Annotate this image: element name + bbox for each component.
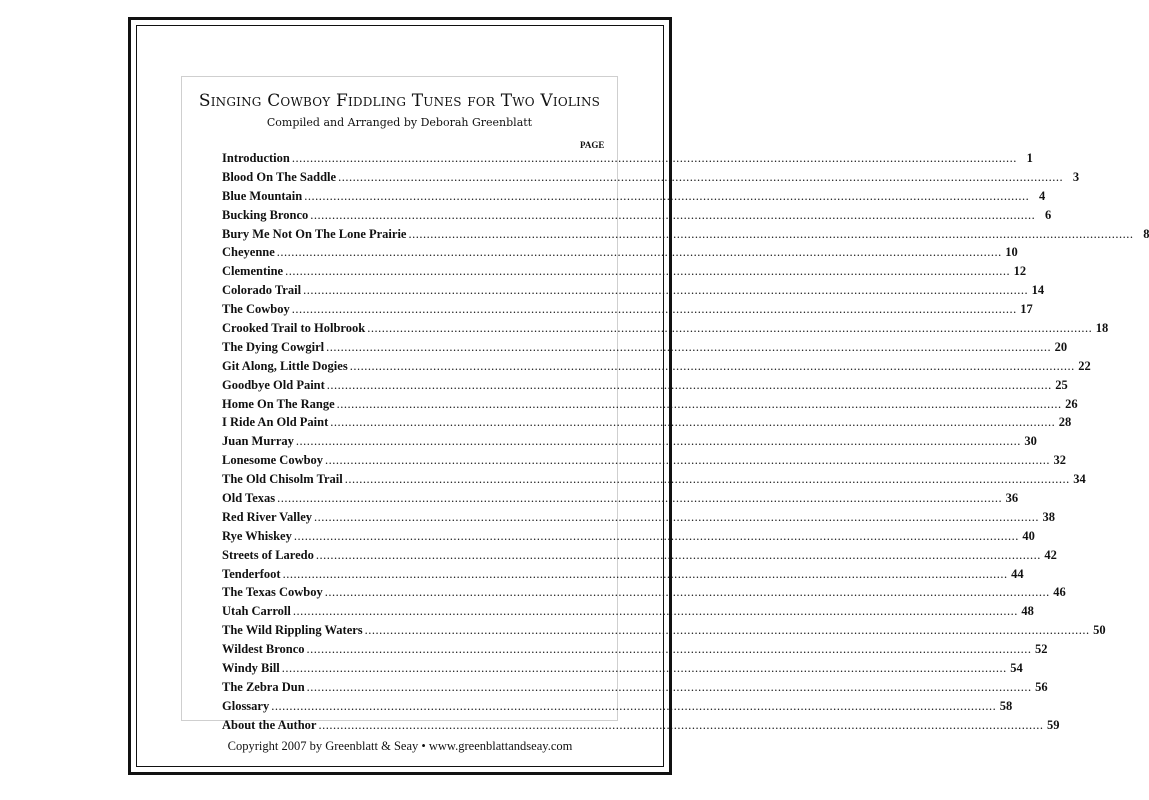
toc-entry-title: The Dying Cowgirl bbox=[222, 339, 325, 354]
toc-entry bbox=[222, 566, 1024, 586]
toc-entry-title: Rye Whiskey bbox=[222, 528, 292, 543]
toc-dot-leader: ........................................................................................................................................................................................................ bbox=[271, 698, 997, 713]
toc-dot-leader: ........................................................................................................................................................................................................ bbox=[336, 396, 1062, 411]
toc-entry-page: 30 bbox=[1024, 434, 1037, 449]
toc-entry bbox=[222, 528, 1035, 548]
toc-entry-title: Introduction bbox=[222, 151, 290, 165]
toc-entry bbox=[222, 491, 1019, 510]
toc-dot-leader: ........................................................................................................................................................................................................ bbox=[304, 188, 1030, 203]
toc-entry-page: 4 bbox=[1038, 188, 1046, 203]
toc-entry-page: 10 bbox=[1005, 245, 1018, 260]
book-title: Singing Cowboy Fiddling Tunes for Two Violins bbox=[198, 91, 601, 111]
toc-entry bbox=[222, 434, 1037, 453]
toc-entry-page: 54 bbox=[1010, 661, 1023, 676]
toc-entry-page: 36 bbox=[1005, 491, 1019, 506]
toc-dot-leader: ........................................................................................................................................................................................................ bbox=[364, 623, 1090, 638]
toc-entry-title: Tenderfoot bbox=[222, 566, 281, 581]
toc-entry-page: 3 bbox=[1072, 169, 1080, 184]
toc-dot-leader: ........................................................................................................................................................................................................ bbox=[291, 151, 1017, 165]
toc-dot-leader: ........................................................................................................................................................................................................ bbox=[277, 491, 1003, 506]
toc-entry bbox=[222, 188, 1046, 208]
toc-entry-title: Home On The Range bbox=[222, 396, 335, 411]
toc-entry-title: Blue Mountain bbox=[222, 188, 303, 203]
toc-dot-leader: ........................................................................................................................................................................................................ bbox=[295, 434, 1021, 449]
toc-entry-page: 44 bbox=[1011, 566, 1024, 581]
toc-entry-page: 17 bbox=[1020, 302, 1033, 317]
toc-dot-leader: ........................................................................................................................................................................................................ bbox=[291, 302, 1017, 317]
toc-entry-page: 46 bbox=[1053, 585, 1066, 600]
toc-entry-title: Streets of Laredo bbox=[222, 547, 314, 562]
toc-entry-page: 34 bbox=[1073, 472, 1086, 487]
toc-entry bbox=[222, 453, 1067, 472]
toc-entry-title: I Ride An Old Paint bbox=[222, 415, 329, 430]
toc-entry-title: Crooked Trail to Holbrook bbox=[222, 321, 366, 336]
page-column-header: PAGE bbox=[580, 140, 605, 150]
toc-entry-title: Red River Valley bbox=[222, 509, 313, 524]
toc-entry bbox=[222, 169, 1080, 189]
toc-entry bbox=[222, 547, 1057, 567]
toc-dot-leader: ........................................................................................................................................................................................................ bbox=[276, 245, 1002, 260]
toc-entry bbox=[222, 283, 1045, 302]
toc-entry bbox=[222, 151, 1033, 170]
toc-dot-leader: ........................................................................................................................................................................................................ bbox=[306, 679, 1032, 694]
contents-page bbox=[181, 76, 1149, 732]
toc-entry-title: The Zebra Dun bbox=[222, 679, 305, 694]
toc-entry-page: 8 bbox=[1143, 226, 1149, 241]
toc-entry-title: Glossary bbox=[222, 698, 270, 713]
toc-entry bbox=[222, 226, 1149, 246]
toc-entry-page: 1 bbox=[1026, 151, 1033, 165]
toc-entry-title: Juan Murray bbox=[222, 434, 294, 449]
toc-entry-page: 48 bbox=[1021, 604, 1034, 619]
toc-entry bbox=[222, 472, 1086, 491]
toc-entry-page: 58 bbox=[999, 698, 1013, 713]
toc-entry bbox=[222, 264, 1027, 283]
toc-dot-leader: ........................................................................................................................................................................................................ bbox=[303, 283, 1029, 298]
toc-entry bbox=[222, 717, 1060, 737]
table-of-contents bbox=[222, 151, 1149, 737]
toc-entry bbox=[222, 396, 1078, 416]
toc-entry-page: 42 bbox=[1044, 547, 1057, 562]
toc-entry-title: Wildest Bronco bbox=[222, 642, 305, 657]
toc-entry-page: 6 bbox=[1045, 207, 1052, 222]
toc-entry-page: 20 bbox=[1054, 339, 1068, 354]
toc-dot-leader: ........................................................................................................................................................................................................ bbox=[330, 415, 1056, 430]
toc-entry-page: 38 bbox=[1042, 509, 1056, 524]
toc-entry bbox=[222, 509, 1056, 529]
toc-entry bbox=[222, 358, 1091, 378]
toc-dot-leader: ........................................................................................................................................................................................................ bbox=[318, 717, 1044, 732]
toc-dot-leader: ........................................................................................................................................................................................................ bbox=[326, 339, 1052, 354]
toc-entry bbox=[222, 321, 1109, 340]
toc-entry-title: Lonesome Cowboy bbox=[222, 453, 324, 468]
toc-entry bbox=[222, 377, 1068, 397]
toc-entry-title: Old Texas bbox=[222, 491, 276, 506]
toc-dot-leader: ........................................................................................................................................................................................................ bbox=[408, 226, 1134, 241]
toc-dot-leader: ........................................................................................................................................................................................................ bbox=[281, 661, 1007, 676]
toc-dot-leader: ........................................................................................................................................................................................................ bbox=[324, 585, 1050, 600]
toc-dot-leader: ........................................................................................................................................................................................................ bbox=[315, 547, 1041, 562]
toc-dot-leader: ........................................................................................................................................................................................................ bbox=[344, 472, 1070, 487]
toc-entry-page: 40 bbox=[1022, 528, 1035, 543]
toc-entry-page: 59 bbox=[1046, 717, 1060, 732]
toc-entry bbox=[222, 642, 1048, 661]
toc-dot-leader: ........................................................................................................................................................................................................ bbox=[314, 509, 1040, 524]
toc-entry-page: 50 bbox=[1093, 623, 1106, 638]
toc-entry bbox=[222, 245, 1018, 264]
toc-entry bbox=[222, 679, 1048, 699]
toc-entry-page: 14 bbox=[1031, 283, 1045, 298]
toc-entry-title: The Cowboy bbox=[222, 302, 290, 317]
toc-entry-title: Blood On The Saddle bbox=[222, 169, 337, 184]
toc-dot-leader: ........................................................................................................................................................................................................ bbox=[293, 528, 1019, 543]
toc-entry-page: 52 bbox=[1035, 642, 1048, 657]
toc-entry bbox=[222, 302, 1033, 321]
toc-entry-title: Colorado Trail bbox=[222, 283, 302, 298]
toc-entry bbox=[222, 623, 1106, 642]
toc-entry bbox=[222, 339, 1068, 359]
toc-entry-title: Bury Me Not On The Lone Prairie bbox=[222, 226, 407, 241]
toc-entry bbox=[222, 604, 1034, 623]
toc-entry-title: Utah Carroll bbox=[222, 604, 291, 619]
toc-entry-page: 56 bbox=[1035, 679, 1048, 694]
toc-entry-page: 12 bbox=[1013, 264, 1027, 279]
toc-entry bbox=[222, 585, 1066, 604]
toc-dot-leader: ........................................................................................................................................................................................................ bbox=[338, 169, 1064, 184]
toc-dot-leader: ........................................................................................................................................................................................................ bbox=[326, 377, 1052, 392]
toc-entry-title: The Texas Cowboy bbox=[222, 585, 323, 600]
copyright-footer: Copyright 2007 by Greenblatt & Seay • www.greenblattandseay.com bbox=[227, 739, 573, 753]
toc-dot-leader: ........................................................................................................................................................................................................ bbox=[285, 264, 1011, 279]
toc-entry-title: The Old Chisolm Trail bbox=[222, 472, 343, 487]
toc-dot-leader: ........................................................................................................................................................................................................ bbox=[306, 642, 1032, 657]
toc-dot-leader: ........................................................................................................................................................................................................ bbox=[367, 321, 1093, 336]
toc-entry-page: 26 bbox=[1065, 396, 1078, 411]
toc-dot-leader: ........................................................................................................................................................................................................ bbox=[349, 358, 1075, 373]
toc-entry-page: 25 bbox=[1055, 377, 1068, 392]
toc-entry bbox=[222, 207, 1052, 227]
toc-entry bbox=[222, 698, 1013, 718]
toc-entry bbox=[222, 415, 1072, 434]
toc-entry bbox=[222, 661, 1023, 680]
toc-entry-title: The Wild Rippling Waters bbox=[222, 623, 363, 638]
toc-entry-page: 18 bbox=[1095, 321, 1109, 336]
toc-entry-title: Goodbye Old Paint bbox=[222, 377, 325, 392]
toc-entry-title: About the Author bbox=[222, 717, 317, 732]
toc-entry-page: 28 bbox=[1058, 415, 1072, 430]
toc-dot-leader: ........................................................................................................................................................................................................ bbox=[282, 566, 1008, 581]
toc-entry-title: Windy Bill bbox=[222, 661, 280, 676]
toc-dot-leader: ........................................................................................................................................................................................................ bbox=[310, 207, 1036, 222]
toc-entry-title: Git Along, Little Dogies bbox=[222, 358, 348, 373]
book-subtitle: Compiled and Arranged by Deborah Greenblatt bbox=[266, 116, 533, 129]
toc-entry-title: Clementine bbox=[222, 264, 284, 279]
toc-entry-page: 22 bbox=[1078, 358, 1091, 373]
toc-entry-title: Cheyenne bbox=[222, 245, 275, 260]
toc-dot-leader: ........................................................................................................................................................................................................ bbox=[292, 604, 1018, 619]
toc-entry-page: 32 bbox=[1053, 453, 1067, 468]
toc-entry-title: Bucking Bronco bbox=[222, 207, 309, 222]
toc-dot-leader: ........................................................................................................................................................................................................ bbox=[325, 453, 1051, 468]
